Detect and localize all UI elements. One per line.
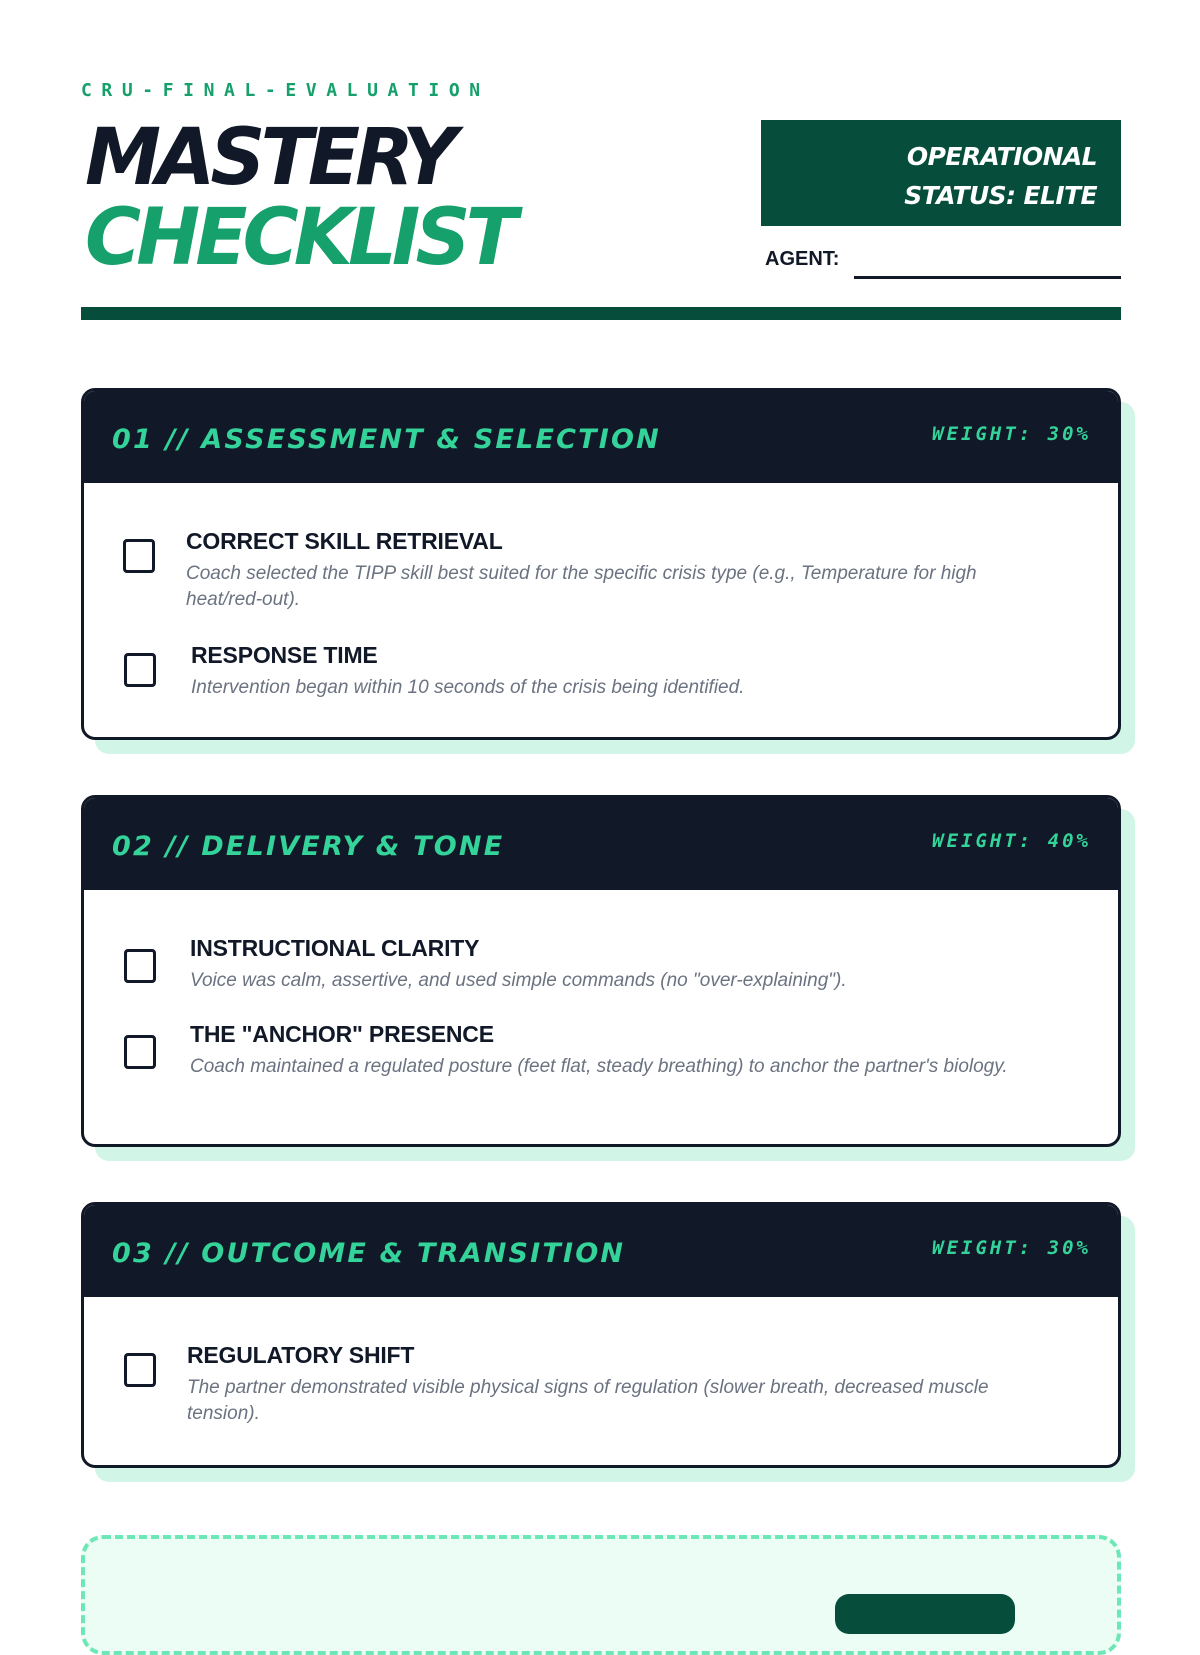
item-description: Intervention began within 10 seconds of the crisis being identified. [191,677,745,698]
item-title: RESPONSE TIME [191,642,378,668]
section-header [84,1205,1118,1297]
agent-field [765,246,1121,280]
item-description: Voice was calm, assertive, and used simple commands (no "over-explaining"). [190,970,847,991]
page-title [85,113,513,283]
checkbox[interactable] [123,539,155,573]
checkbox[interactable] [124,1035,156,1069]
checkbox[interactable] [124,653,156,687]
item-description: The partner demonstrated visible physical signs of regulation (slower breath, decreased muscle tension). [187,1377,989,1424]
title-line-mastery: MASTERY [85,113,453,203]
summary-badge [835,1594,1015,1634]
summary-panel [81,1535,1121,1655]
section-title: 01 // ASSESSMENT & SELECTION [112,424,661,455]
checkbox[interactable] [124,949,156,983]
section-outcome-transition [81,1202,1121,1468]
status-line-1: OPERATIONAL [906,142,1097,171]
title-line-checklist: CHECKLIST [85,193,513,283]
item-title: REGULATORY SHIFT [187,1342,415,1368]
item-description: Coach maintained a regulated posture (feet flat, steady breathing) to anchor the partner's biology. [190,1056,1008,1077]
item-title: INSTRUCTIONAL CLARITY [190,935,480,961]
item-description: Coach selected the TIPP skill best suited for the specific crisis type (e.g., Temperature for high heat/red-out). [186,563,977,610]
section-header [84,798,1118,890]
section-title: 03 // OUTCOME & TRANSITION [112,1238,626,1269]
agent-signature-line[interactable] [854,276,1121,279]
section-weight: WEIGHT: 40% [932,830,1091,852]
section-weight: WEIGHT: 30% [932,423,1091,445]
header-divider [81,307,1121,320]
section-header [84,391,1118,483]
document-code: CRU-FINAL-EVALUATION [81,80,490,101]
item-title: THE "ANCHOR" PRESENCE [190,1021,494,1047]
agent-label: AGENT: [765,248,840,270]
section-delivery-tone [81,795,1121,1147]
status-badge [761,120,1121,226]
section-assessment-selection [81,388,1121,740]
section-weight: WEIGHT: 30% [932,1237,1091,1259]
status-line-2: STATUS: ELITE [904,181,1097,210]
checkbox[interactable] [124,1353,156,1387]
section-title: 02 // DELIVERY & TONE [112,831,505,862]
item-title: CORRECT SKILL RETRIEVAL [186,528,503,554]
